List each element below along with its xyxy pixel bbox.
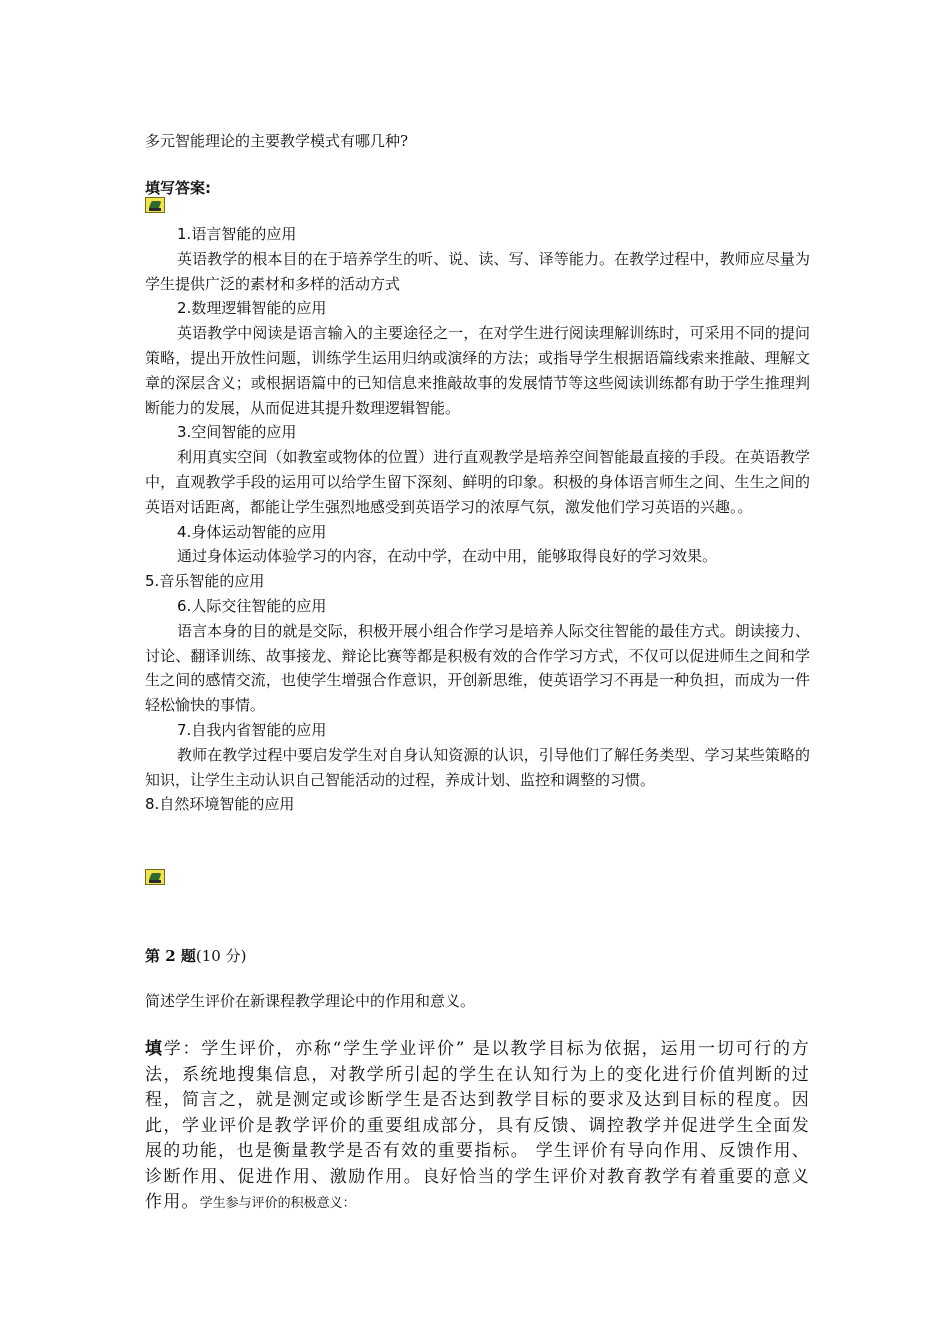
item-heading: 4.身体运动智能的应用 bbox=[177, 522, 327, 541]
edit-icon[interactable] bbox=[145, 197, 165, 213]
item-heading: 8.自然环境智能的应用 bbox=[145, 795, 295, 814]
item-body: 教师在教学过程中要启发学生对自身认知资源的认识，引导他们了解任务类型、学习某些策略的知识，让学生主动认识自己智能活动的过程，养成计划、监控和调整的习惯。 bbox=[145, 745, 810, 789]
question-2-text: 简述学生评价在新课程教学理论中的作用和意义。 bbox=[145, 992, 476, 1010]
item-body: 英语教学的根本目的在于培养学生的听、说、读、写、译等能力。在教学过程中，教师应尽量为学生提供广泛的素材和多样的活动方式 bbox=[145, 249, 810, 293]
item-heading: 1.语言智能的应用 bbox=[177, 225, 297, 243]
item-heading: 5.音乐智能的应用 bbox=[145, 572, 265, 591]
question-2-title: 第 2 题(10 分) bbox=[145, 947, 247, 965]
item-heading: 2.数理逻辑智能的应用 bbox=[177, 299, 327, 318]
answer-label: 填写答案: bbox=[145, 179, 211, 197]
item-body: 通过身体运动体验学习的内容，在动中学，在动中用，能够取得良好的学习效果。 bbox=[177, 547, 718, 566]
answer-1-body bbox=[145, 222, 810, 817]
item-body: 利用真实空间（如教室或物体的位置）进行直观教学是培养空间智能最直接的手段。在英语教学中，直观教学手段的运用可以给学生留下深刻、鲜明的印象。积极的身体语言师生之间、生生之间的英语对话距离，都能让学生强烈地感受到英语学习的浓厚气氛，激发他们学习英语的兴趣。。 bbox=[145, 448, 810, 516]
question-1-text: 多元智能理论的主要教学模式有哪几种? bbox=[145, 132, 409, 150]
item-body: 英语教学中阅读是语言输入的主要途径之一，在对学生进行阅读理解训练时，可采用不同的提问策略，提出开放性问题，训练学生运用归纳或演绎的方法；或指导学生根据语篇线索来推敲、理解文章的深层含义；或根据语篇中的已知信息来推敲故事的发展情节等这些阅读训练都有助于学生推理判断能力的发展，从而促进其提升数理逻辑智能。 bbox=[145, 324, 810, 417]
edit-icon[interactable] bbox=[145, 869, 165, 885]
answer-2-body: 填学：学生评价，亦称“学生学业评价” 是以教学目标为依据，运用一切可行的方法，系统地搜集信息，对教学所引起的学生在认知行为上的变化进行价值判断的过程，简言之，就是测定或诊断学生是否达到教学目标的要求及达到目标的程度。因此，学业评价是教学评价的重要组成部分，具有反馈、调控教学并促进学生全面发展的功能，也是衡量教学是否有效的重要指标。 学生评价有导向作用、反馈作用、诊断作用、促进作用、激励作用。良好恰当的学生评价对教育教学有着重要的意义 作用。学生参与评价的积极意义： bbox=[145, 1039, 811, 1212]
item-heading: 3.空间智能的应用 bbox=[177, 423, 297, 442]
item-heading: 7.自我内省智能的应用 bbox=[177, 720, 327, 739]
item-body: 语言本身的目的就是交际，积极开展小组合作学习是培养人际交往智能的最佳方式。朗读接力、讨论、翻译训练、故事接龙、辩论比赛等都是积极有效的合作学习方式，不仅可以促进师生之间和学生之间的感情交流，也使学生增强合作意识，开创新思维，使英语学习不再是一种负担，而成为一件轻松愉快的事情。 bbox=[145, 621, 810, 715]
item-heading: 6.人际交往智能的应用 bbox=[177, 596, 327, 615]
